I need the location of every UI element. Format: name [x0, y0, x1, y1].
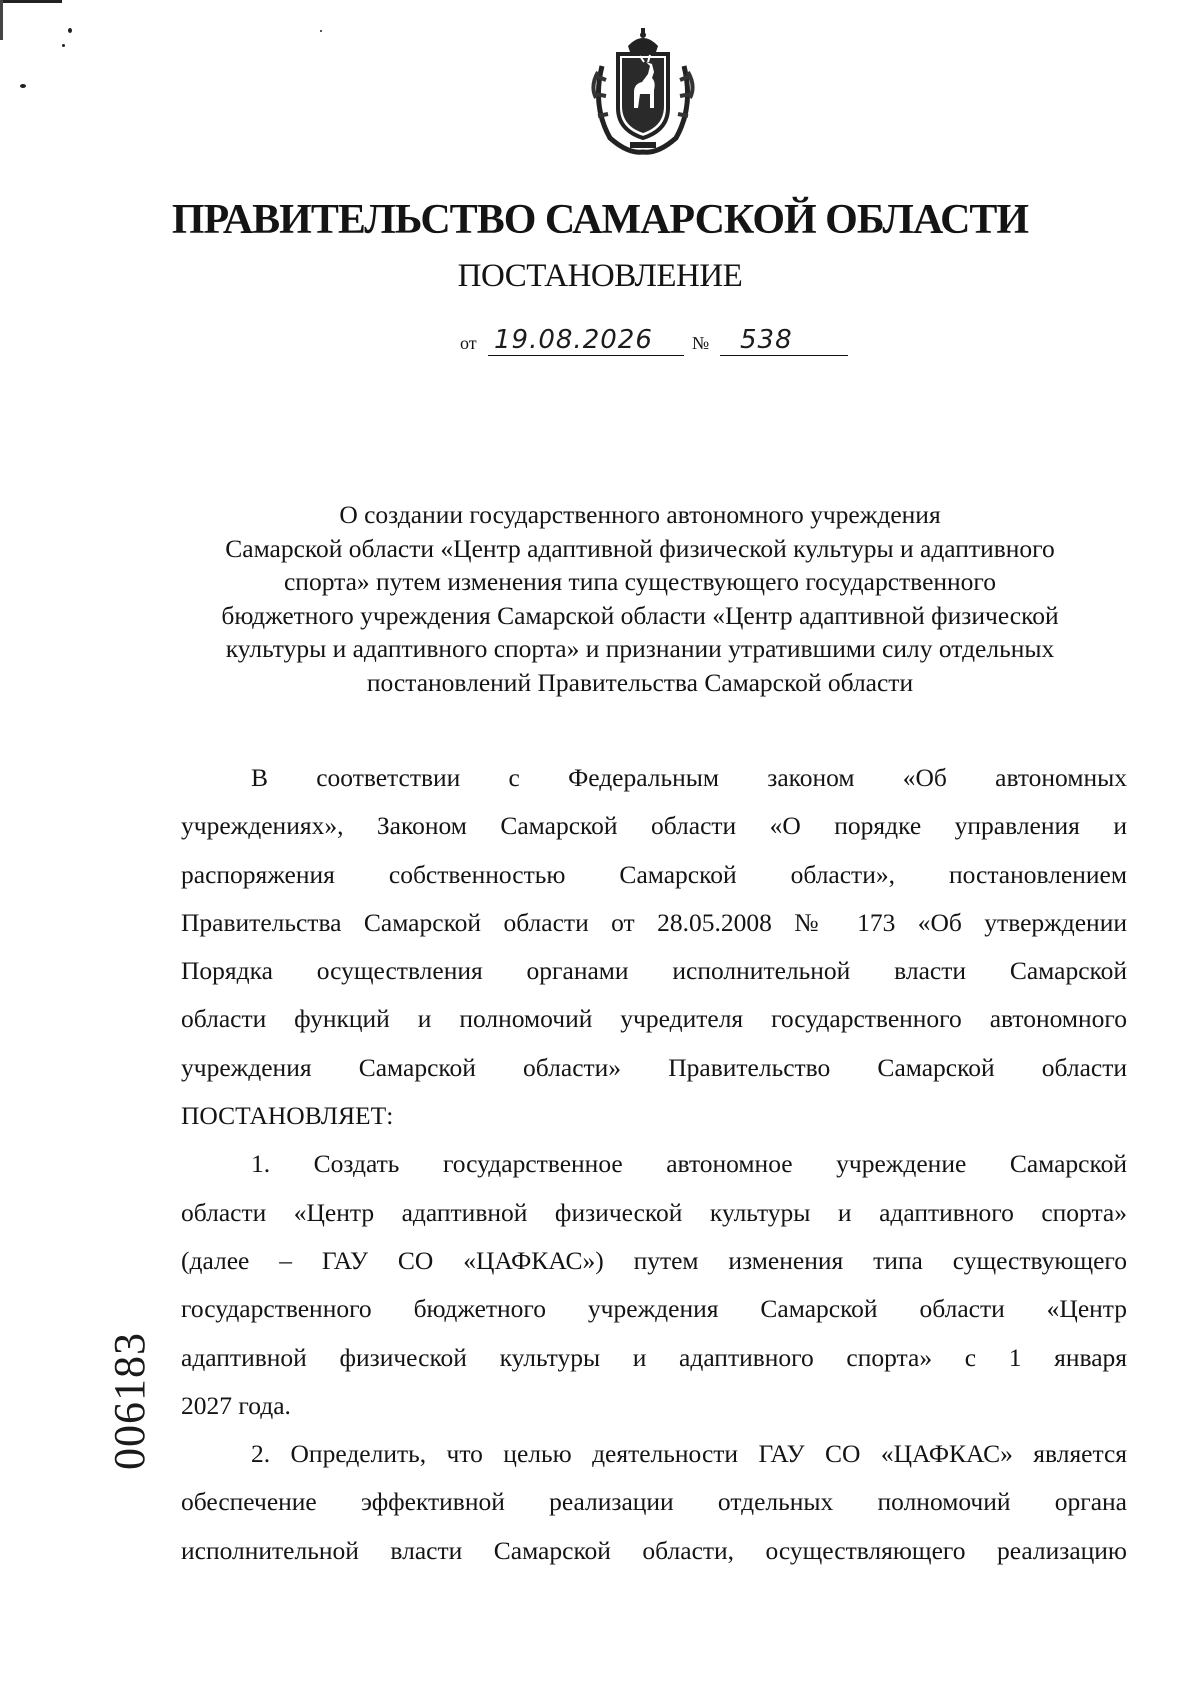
title-line: постановлений Правительства Самарской области	[366, 667, 914, 697]
scan-artifact	[0, 0, 3, 40]
organization-name: ПРАВИТЕЛЬСТВО САМАРСКОЙ ОБЛАСТИ	[171, 197, 1029, 243]
title-line: Самарской области «Центр адаптивной физической культуры и адаптивного	[225, 533, 1055, 563]
scan-speck	[68, 28, 72, 33]
number-field	[720, 325, 848, 356]
body-line: ПОСТАНОВЛЯЕТ:	[181, 1101, 394, 1131]
body-line: 2. Определить, что целью деятельности ГАУ СО «ЦАФКАС» является	[251, 1439, 1127, 1469]
body-line: области «Центр адаптивной физической культуры и адаптивного спорта»	[181, 1197, 1127, 1227]
body-line: области функций и полномочий учредителя государственного автономного	[181, 1004, 1127, 1034]
title-line: О создании государственного автономного учреждения	[339, 500, 941, 529]
document-title	[150, 498, 1130, 699]
date-field	[488, 325, 684, 356]
number-prefix: №	[692, 333, 710, 353]
body-line: 1. Создать государственное автономное учреждение Самарской	[251, 1149, 1127, 1179]
scan-speck	[320, 30, 322, 32]
body-line: учреждения Самарской области» Правительство Самарской области	[181, 1052, 1127, 1082]
body-line: государственного бюджетного учреждения Самарской области «Центр	[181, 1294, 1127, 1324]
body-line: (далее – ГАУ СО «ЦАФКАС») путем изменения типа существующего	[181, 1245, 1127, 1275]
handwritten-date: 19.08.2026	[494, 325, 653, 355]
body-line: 2027 года.	[181, 1390, 291, 1420]
body-line: Правительства Самарской области от 28.05.2008 № 173 «Об утверждении	[181, 907, 1127, 937]
body-line: В соответствии с Федеральным законом «Об автономных	[251, 763, 1127, 792]
title-line: спорта» путем изменения типа существующего государственного	[283, 567, 997, 596]
handwritten-number: 538	[740, 325, 793, 355]
scan-speck	[62, 44, 65, 47]
body-line: распоряжения собственностью Самарской области», постановлением	[181, 859, 1127, 889]
body-line: адаптивной физической культуры и адаптивного спорта» с 1 января	[181, 1342, 1127, 1372]
body-line: обеспечение эффективной реализации отдельных полномочий органа	[181, 1487, 1127, 1517]
body-line: исполнительной власти Самарской области, осуществляющего реализацию	[181, 1535, 1127, 1565]
date-prefix: от	[460, 333, 477, 353]
document-type: ПОСТАНОВЛЕНИЕ	[457, 258, 743, 294]
title-line: культуры и адаптивного спорта» и признании утратившими силу отдельных	[225, 634, 1055, 663]
body-line: учреждениях», Законом Самарской области «О порядке управления и	[181, 811, 1127, 841]
scan-speck	[20, 84, 26, 88]
coat-of-arms-icon	[588, 26, 698, 158]
body-line: Порядка осуществления органами исполнительной власти Самарской	[181, 956, 1127, 986]
serial-number-text: 006183	[105, 1332, 154, 1470]
document-body	[181, 754, 1127, 1575]
scan-artifact	[0, 0, 62, 3]
title-line: бюджетного учреждения Самарской области «Центр адаптивной физической	[221, 600, 1059, 630]
